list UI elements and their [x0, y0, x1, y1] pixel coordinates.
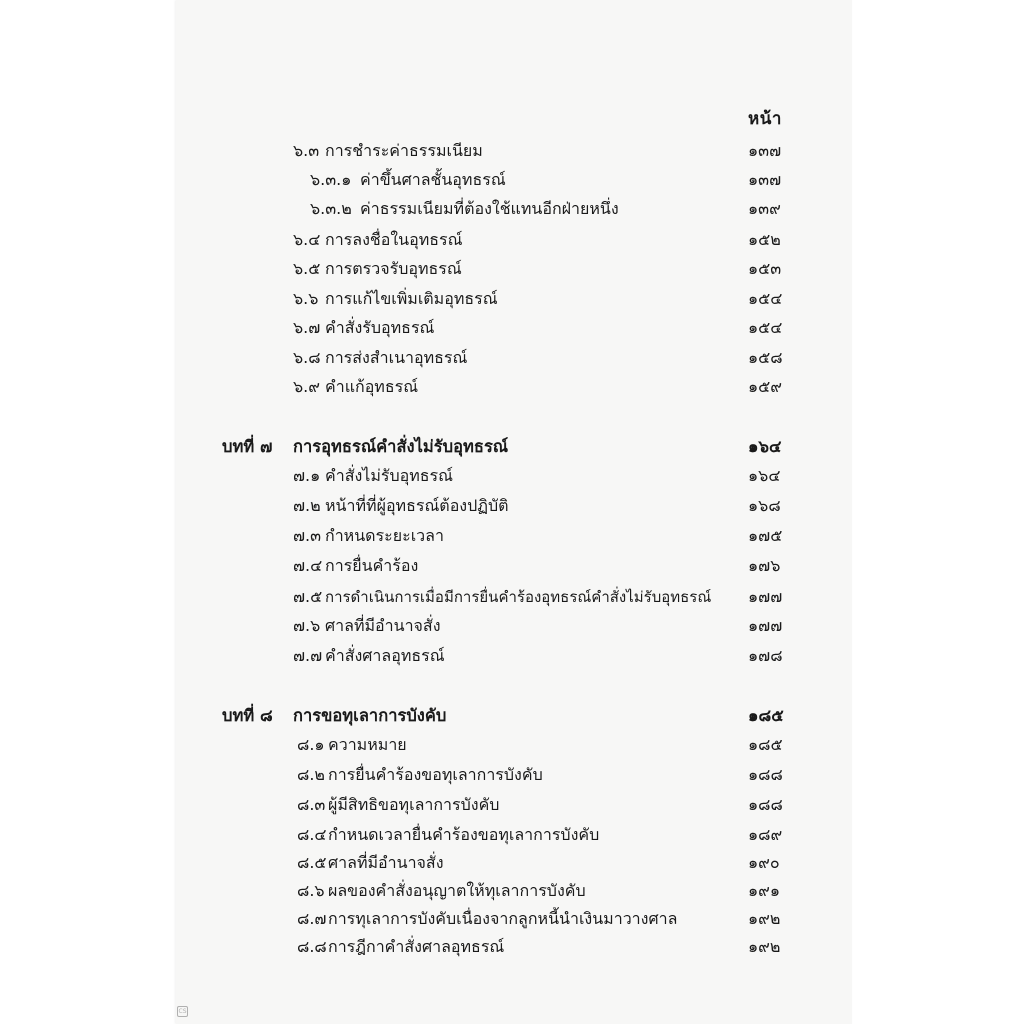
- toc-row: [0, 732, 1024, 758]
- toc-row: [0, 463, 1024, 489]
- toc-number: ๗.๔: [293, 556, 323, 575]
- toc-title: การทุเลาการบังคับเนื่องจากลูกหนี้นำเงินมาวางศาล: [328, 909, 678, 928]
- toc-number: ๘.๗: [297, 909, 327, 928]
- toc-row: [0, 345, 1024, 371]
- toc-number: ๘.๑: [297, 735, 325, 754]
- toc-page: ๑๕๒: [748, 230, 781, 249]
- toc-row: [0, 584, 1024, 610]
- toc-chapter-row: [0, 703, 1024, 729]
- toc-page: ๑๘๕: [748, 706, 784, 725]
- toc-title: การส่งสำเนาอุทธรณ์: [325, 348, 468, 367]
- toc-page: ๑๖๔: [748, 437, 782, 456]
- toc-title: การตรวจรับอุทธรณ์: [325, 259, 462, 278]
- toc-title: กำหนดระยะเวลา: [325, 526, 444, 545]
- toc-number: ๘.๕: [297, 853, 327, 872]
- toc-row: [0, 906, 1024, 932]
- toc-page: ๑๙๑: [748, 881, 781, 900]
- toc-page: ๑๙๒: [748, 909, 781, 928]
- chapter-title: การอุทธรณ์คำสั่งไม่รับอุทธรณ์: [293, 437, 509, 456]
- chapter-number: บทที่ ๘: [222, 706, 273, 725]
- toc-page: ๑๘๘: [748, 795, 783, 814]
- toc-number: ๗.๒: [293, 496, 321, 515]
- toc-row: [0, 643, 1024, 669]
- toc-number: ๖.๘: [293, 348, 321, 367]
- toc-page: ๑๕๔: [748, 289, 783, 308]
- toc-title: กำหนดเวลายื่นคำร้องขอทุเลาการบังคับ: [328, 825, 600, 844]
- toc-title: การลงชื่อในอุทธรณ์: [325, 230, 463, 249]
- toc-page: ๑๓๗: [748, 170, 782, 189]
- toc-page: ๑๗๖: [748, 556, 781, 575]
- toc-title: การยื่นคำร้องขอทุเลาการบังคับ: [328, 765, 543, 784]
- toc-row: [0, 523, 1024, 549]
- toc-row: [0, 553, 1024, 579]
- toc-page: ๑๗๕: [748, 526, 783, 545]
- toc-row: [0, 167, 1024, 193]
- toc-number: ๗.๓: [293, 526, 322, 545]
- toc-title: ศาลที่มีอำนาจสั่ง: [328, 853, 444, 872]
- toc-page: ๑๖๔: [748, 466, 781, 485]
- toc-page: ๑๗๗: [748, 587, 783, 606]
- toc-title: การแก้ไขเพิ่มเติมอุทธรณ์: [325, 289, 498, 308]
- toc-title: คำสั่งศาลอุทธรณ์: [325, 646, 445, 665]
- toc-number: ๖.๗: [293, 318, 321, 337]
- toc-row: [0, 613, 1024, 639]
- toc-number: ๘.๘: [297, 937, 327, 956]
- toc-row: [0, 762, 1024, 788]
- toc-row: [0, 934, 1024, 960]
- toc-title: ผู้มีสิทธิขอทุเลาการบังคับ: [328, 795, 500, 814]
- toc-title: คำสั่งรับอุทธรณ์: [325, 318, 435, 337]
- toc-page: ๑๘๘: [748, 765, 783, 784]
- toc-title: คำแก้อุทธรณ์: [325, 377, 419, 396]
- toc-number: ๘.๒: [297, 765, 325, 784]
- toc-number: ๖.๓.๒: [310, 199, 352, 218]
- toc-number: ๗.๗: [293, 646, 323, 665]
- toc-row: [0, 850, 1024, 876]
- toc-page: ๑๓๗: [748, 141, 782, 160]
- toc-number: ๖.๕: [293, 259, 321, 278]
- toc-row: [0, 822, 1024, 848]
- toc-title: ผลของคำสั่งอนุญาตให้ทุเลาการบังคับ: [328, 881, 586, 900]
- toc-title: การยื่นคำร้อง: [325, 556, 419, 575]
- toc-page: ๑๕๘: [748, 348, 783, 367]
- toc-page: ๑๕๔: [748, 318, 783, 337]
- chapter-title: การขอทุเลาการบังคับ: [293, 706, 447, 725]
- toc-number: ๖.๙: [293, 377, 320, 396]
- toc-row: [0, 493, 1024, 519]
- toc-row: [0, 286, 1024, 312]
- toc-page: ๑๗๘: [748, 646, 783, 665]
- toc-title: ค่าธรรมเนียมที่ต้องใช้แทนอีกฝ่ายหนึ่ง: [360, 199, 619, 218]
- toc-title: หน้าที่ที่ผู้อุทธรณ์ต้องปฏิบัติ: [325, 496, 509, 515]
- toc-number: ๖.๓.๑: [310, 170, 352, 189]
- toc-row: [0, 227, 1024, 253]
- toc-number: ๘.๔: [297, 825, 327, 844]
- scanner-watermark: [177, 1006, 190, 1017]
- toc-title: ศาลที่มีอำนาจสั่ง: [325, 616, 441, 635]
- toc-page: ๑๗๗: [748, 616, 783, 635]
- toc-number: ๗.๕: [293, 587, 323, 606]
- toc-row: [0, 256, 1024, 282]
- toc-chapter-row: [0, 434, 1024, 460]
- toc-row: [0, 315, 1024, 341]
- toc-row: [0, 374, 1024, 400]
- toc-row: [0, 138, 1024, 164]
- toc-page: ๑๙๒: [748, 937, 781, 956]
- toc-number: ๖.๖: [293, 289, 319, 308]
- toc-title: การฎีกาคำสั่งศาลอุทธรณ์: [328, 937, 505, 956]
- toc-title: ความหมาย: [328, 735, 407, 754]
- toc-page: ๑๕๙: [748, 377, 782, 396]
- chapter-number: บทที่ ๗: [222, 437, 273, 456]
- toc-number: ๘.๓: [297, 795, 326, 814]
- scanner-logo-icon: CS: [178, 1008, 187, 1015]
- toc-row: [0, 792, 1024, 818]
- toc-title: การชำระค่าธรรมเนียม: [325, 141, 483, 160]
- toc-page: ๑๖๘: [748, 496, 781, 515]
- toc-row: [0, 878, 1024, 904]
- toc-title: ค่าขึ้นศาลชั้นอุทธรณ์: [360, 170, 506, 189]
- toc-page: ๑๘๙: [748, 825, 783, 844]
- toc-page: ๑๘๕: [748, 735, 783, 754]
- toc-number: ๘.๖: [297, 881, 325, 900]
- page-column-header: หน้า: [748, 109, 782, 129]
- toc-title: การดำเนินการเมื่อมีการยื่นคำร้องอุทธรณ์คำสั่งไม่รับอุทธรณ์: [325, 588, 712, 606]
- toc-page: ๑๕๓: [748, 259, 782, 278]
- toc-row: [0, 196, 1024, 222]
- toc-number: ๖.๓: [293, 141, 320, 160]
- toc-page: ๑๙๐: [748, 853, 780, 872]
- toc-number: ๗.๑: [293, 466, 321, 485]
- toc-title: คำสั่งไม่รับอุทธรณ์: [325, 466, 453, 485]
- toc-page: ๑๓๙: [748, 199, 781, 218]
- toc-number: ๖.๔: [293, 230, 321, 249]
- toc-number: ๗.๖: [293, 616, 321, 635]
